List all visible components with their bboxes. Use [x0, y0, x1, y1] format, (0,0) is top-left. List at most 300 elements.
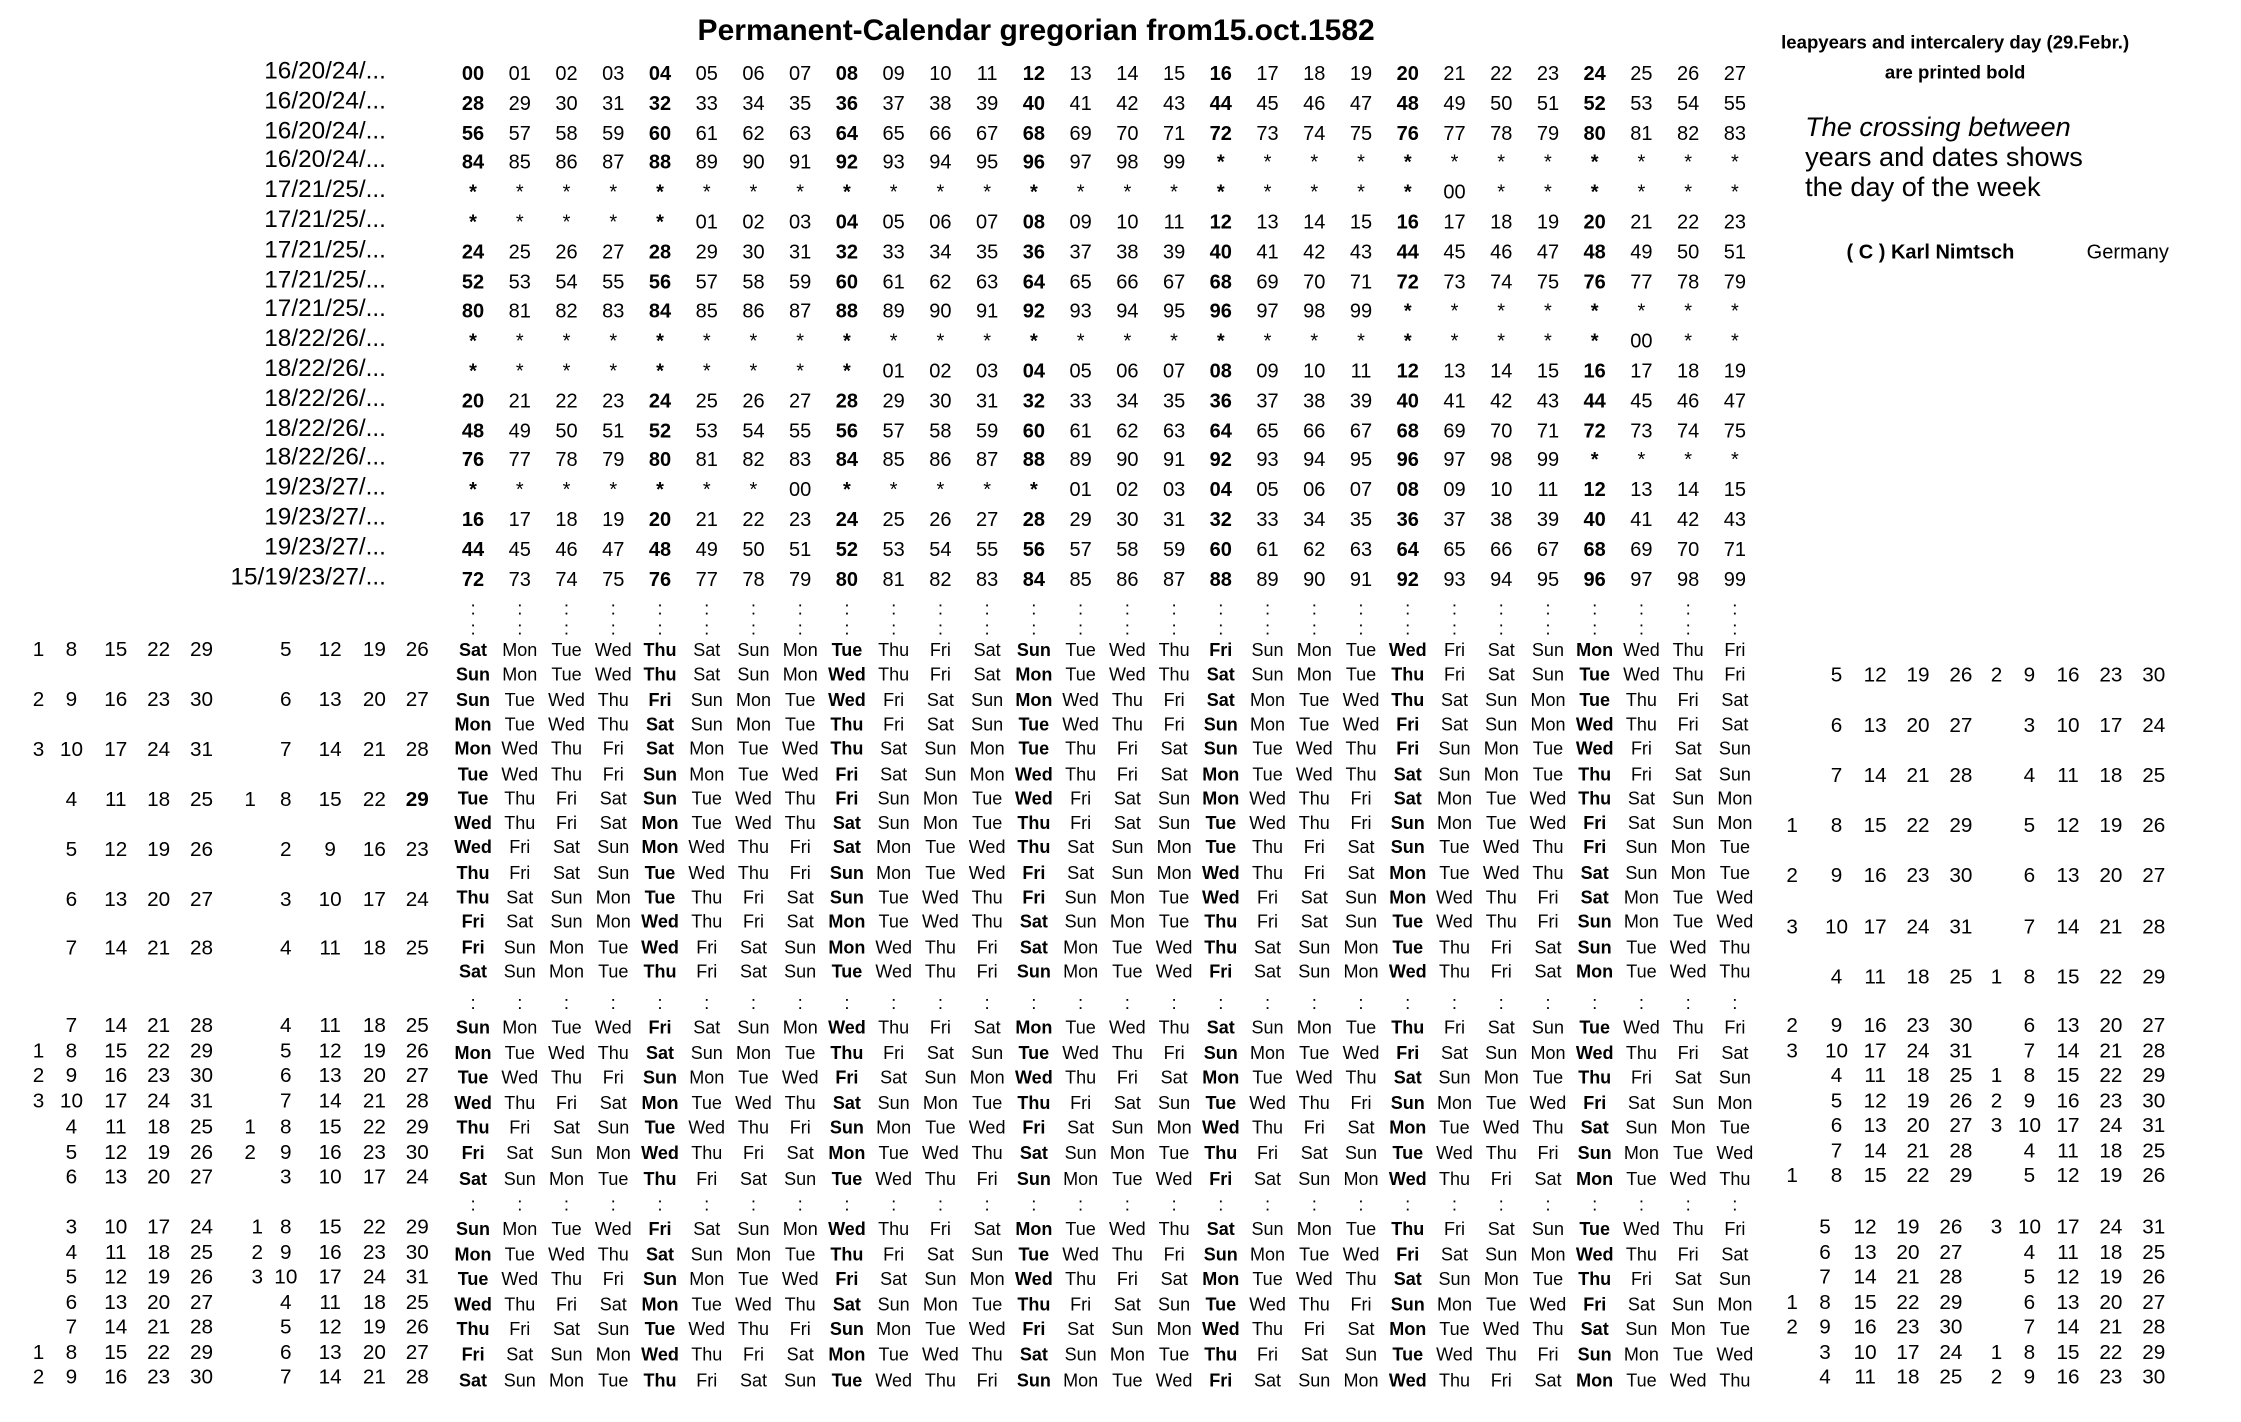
month-day-number: 12 — [318, 1040, 342, 1063]
year-cell: 11 — [1163, 210, 1185, 233]
weekday-cell: Thu — [1252, 838, 1284, 859]
weekday-cell: Tue — [1158, 912, 1190, 933]
weekday-cell: Thu — [1065, 763, 1097, 784]
year-cell: 50 — [555, 418, 578, 442]
weekday-cell: Sat — [1721, 689, 1749, 710]
crossing-note — [1805, 113, 2083, 203]
month-day-number: 15 — [318, 1216, 342, 1240]
separator-colon: : — [704, 1193, 710, 1215]
weekday-cell: Sat — [1440, 714, 1468, 735]
weekday-cell: Mon — [1202, 788, 1240, 809]
weekday-cell: Wed — [688, 1319, 726, 1340]
weekday-cell: Mon — [454, 1244, 492, 1265]
weekday-cell: Thu — [1158, 1017, 1190, 1038]
year-cell: 15 — [1536, 358, 1560, 382]
year-cell: 17 — [1443, 210, 1466, 233]
year-cell: * — [843, 358, 851, 382]
year-cell: 42 — [1116, 91, 1139, 115]
weekday-cell: Sat — [1019, 912, 1048, 933]
month-day-number: 16 — [2056, 664, 2080, 688]
year-cell: * — [1730, 328, 1739, 352]
weekday-cell: Sat — [926, 689, 954, 710]
year-cell: 65 — [882, 120, 905, 144]
weekday-cell: Sat — [1721, 1042, 1749, 1063]
year-cell: 80 — [1583, 120, 1606, 144]
month-day-number: 16 — [318, 1141, 342, 1165]
weekday-cell: Sun — [1111, 1319, 1144, 1340]
weekday-cell: Sun — [503, 1370, 536, 1391]
month-day-number: 7 — [2023, 1316, 2036, 1340]
weekday-cell: Sun — [642, 1269, 677, 1290]
weekday-cell: Thu — [1438, 1370, 1470, 1391]
weekday-cell: Fri — [929, 640, 951, 661]
weekday-cell: Sat — [459, 961, 488, 982]
year-cell: 12 — [1396, 358, 1419, 382]
month-day-number: 13 — [1863, 714, 1887, 738]
separator-colon: : — [517, 1193, 523, 1215]
year-cell: * — [656, 180, 664, 204]
weekday-cell: Sun — [550, 1344, 583, 1365]
month-day-number: 26 — [405, 1316, 429, 1340]
weekday-cell: Tue — [738, 1269, 769, 1290]
weekday-cell: Tue — [738, 739, 769, 760]
separator-colon: : — [1638, 597, 1645, 619]
month-day-number: 25 — [189, 788, 214, 812]
weekday-cell: Tue — [1579, 689, 1611, 710]
month-day-number: 2 — [1786, 1014, 1798, 1038]
year-cell: * — [749, 180, 758, 204]
weekday-cell: Sat — [1300, 1143, 1328, 1164]
year-cell: 03 — [602, 61, 625, 85]
weekday-cell: Thu — [784, 813, 816, 834]
weekday-cell: Sun — [1485, 1042, 1518, 1063]
year-cell: * — [1216, 328, 1225, 352]
weekday-cell: Mon — [1530, 689, 1566, 710]
year-cell: 13 — [1630, 477, 1653, 501]
separator-colon: : — [1311, 1193, 1317, 1215]
weekday-cell: Tue — [785, 1042, 816, 1063]
weekday-cell: Sat — [786, 887, 814, 908]
weekday-cell: Thu — [1719, 961, 1751, 982]
weekday-cell: Sun — [1064, 887, 1097, 908]
month-day-number: 4 — [1830, 965, 1843, 989]
year-cell: * — [1263, 328, 1272, 352]
separator-colon: : — [1592, 597, 1598, 619]
weekday-cell: Thu — [971, 912, 1003, 933]
year-cell: * — [889, 180, 898, 204]
year-cell: 64 — [1022, 269, 1045, 293]
month-day-number: 27 — [189, 888, 214, 912]
weekday-cell: Wed — [968, 862, 1006, 883]
year-cell: 08 — [1396, 477, 1419, 501]
weekday-cell: Fri — [883, 1244, 905, 1265]
year-cell: 96 — [1396, 447, 1419, 471]
weekday-cell: Mon — [689, 1067, 725, 1088]
month-day-number: 4 — [280, 1291, 292, 1315]
weekday-cell: Thu — [878, 640, 910, 661]
weekday-cell: Tue — [1392, 1344, 1424, 1365]
month-day-number: 3 — [280, 888, 292, 912]
month-day-number: 3 — [2023, 714, 2036, 738]
separator-colon: : — [1358, 597, 1364, 619]
weekday-cell: Mon — [1296, 665, 1332, 686]
month-day-number: 21 — [2099, 1039, 2123, 1063]
month-day-number: 8 — [2023, 965, 2036, 989]
weekday-cell: Fri — [883, 1042, 905, 1063]
month-day-number: 30 — [2142, 1366, 2166, 1390]
year-cell: 90 — [929, 299, 952, 323]
weekday-cell: Thu — [1438, 936, 1470, 957]
separator-colon: : — [1451, 1193, 1458, 1215]
weekday-cell: Sun — [456, 665, 491, 686]
year-cell: 36 — [1209, 388, 1232, 412]
weekday-cell: Fri — [602, 739, 624, 760]
weekday-cell: Tue — [691, 1093, 722, 1114]
year-cell: 32 — [1209, 507, 1232, 531]
year-cell: 97 — [1069, 150, 1092, 174]
weekday-cell: Sun — [1064, 1143, 1097, 1164]
weekday-cell: Sat — [880, 739, 908, 760]
month-day-number: 15 — [104, 638, 128, 662]
year-cell: 92 — [835, 150, 859, 174]
separator-colon: : — [844, 617, 850, 639]
weekday-cell: Sun — [1298, 961, 1331, 982]
separator-colon: : — [1218, 597, 1224, 619]
separator-colon: : — [797, 1193, 803, 1215]
year-cell: 22 — [1490, 61, 1513, 85]
weekday-cell: Mon — [1670, 1319, 1706, 1340]
month-day-number: 28 — [2142, 1039, 2166, 1063]
weekday-cell: Sun — [1625, 838, 1658, 859]
weekday-cell: Sat — [1019, 1344, 1048, 1365]
month-day-number: 23 — [362, 1141, 386, 1165]
month-day-number: 20 — [1906, 714, 1930, 738]
weekday-cell: Mon — [1202, 763, 1240, 784]
weekday-cell: Wed — [1249, 1294, 1286, 1315]
separator-colon: : — [517, 991, 523, 1014]
year-cell: 48 — [648, 537, 672, 560]
month-day-number: 24 — [1939, 1341, 1963, 1365]
weekday-cell: Mon — [641, 838, 679, 859]
year-cell: 17 — [1630, 358, 1653, 382]
weekday-cell: Tue — [1579, 1017, 1611, 1038]
weekday-cell: Sat — [973, 1017, 1001, 1038]
year-cell: * — [1637, 299, 1646, 323]
weekday-cell: Wed — [1436, 1143, 1473, 1164]
weekday-cell: Wed — [641, 936, 679, 957]
year-cell: 81 — [508, 299, 531, 323]
year-cell: 20 — [461, 388, 485, 412]
month-day-number: 15 — [104, 1341, 128, 1365]
month-day-number: 26 — [1949, 1089, 1973, 1113]
year-cell: 89 — [882, 299, 905, 323]
year-cell: 27 — [602, 239, 625, 263]
weekday-cell: Sun — [1577, 912, 1612, 933]
weekday-cell: Sat — [693, 665, 721, 686]
weekday-cell: Thu — [1485, 887, 1517, 908]
weekday-cell: Thu — [971, 1143, 1003, 1164]
month-day-number: 10 — [104, 1216, 128, 1240]
weekday-cell: Wed — [781, 763, 819, 784]
weekday-cell: Mon — [1483, 763, 1519, 784]
year-cell: 25 — [1630, 61, 1653, 85]
year-cell: * — [609, 358, 618, 382]
year-cell: 60 — [1209, 537, 1232, 560]
year-cell: * — [469, 180, 477, 204]
weekday-cell: Sat — [1674, 763, 1702, 784]
month-day-number: 18 — [147, 1115, 171, 1139]
separator-colon: : — [1498, 991, 1504, 1014]
year-cell: 52 — [835, 537, 859, 560]
month-day-number: 28 — [1949, 764, 1973, 788]
month-day-number: 27 — [405, 1341, 429, 1365]
weekday-cell: Mon — [1109, 1344, 1145, 1365]
weekday-cell: Sat — [880, 763, 908, 784]
year-cell: 49 — [1630, 239, 1653, 263]
month-day-number: 20 — [2099, 1014, 2123, 1038]
weekday-cell: Sun — [597, 862, 630, 883]
weekday-cell: Tue — [1532, 1269, 1564, 1290]
year-cell: 99 — [1349, 299, 1373, 323]
year-cell: 74 — [1490, 269, 1513, 293]
weekday-cell: Mon — [1483, 1067, 1519, 1088]
month-day-number: 28 — [2142, 1316, 2166, 1340]
weekday-cell: Sun — [877, 1294, 910, 1315]
year-cell: 70 — [1303, 269, 1326, 293]
weekday-cell: Wed — [1529, 1093, 1567, 1114]
year-cell: 36 — [835, 91, 859, 115]
weekday-cell: Sun — [1158, 813, 1191, 834]
month-day-number: 4 — [65, 1115, 78, 1139]
weekday-cell: Sat — [1067, 838, 1095, 859]
weekday-cell: Tue — [1252, 739, 1283, 760]
weekday-cell: Thu — [924, 1370, 956, 1391]
year-cell: 33 — [882, 239, 905, 263]
month-day-number: 8 — [280, 788, 292, 812]
weekday-cell: Tue — [1532, 739, 1564, 760]
weekday-cell: Sat — [926, 1244, 954, 1265]
weekday-cell: Wed — [1388, 640, 1427, 661]
weekday-cell: Thu — [1625, 689, 1657, 710]
year-cell: 30 — [1116, 507, 1139, 531]
weekday-cell: Wed — [1716, 887, 1754, 908]
year-cell: 02 — [742, 210, 765, 233]
weekday-cell: Wed — [1623, 640, 1660, 661]
year-cell: 86 — [1116, 566, 1139, 590]
weekday-cell: Sat — [1300, 887, 1328, 908]
weekday-cell: Wed — [1388, 1370, 1427, 1391]
month-day-number: 15 — [1863, 1164, 1887, 1188]
month-day-number: 18 — [362, 1291, 386, 1315]
year-cell: 42 — [1490, 388, 1513, 412]
weekday-cell: Mon — [876, 862, 912, 883]
year-cell: 28 — [835, 388, 859, 412]
month-day-number: 21 — [2099, 915, 2123, 939]
month-day-number: 1 — [244, 1115, 256, 1139]
weekday-cell: Fri — [509, 838, 531, 859]
month-day-number: 23 — [2099, 664, 2123, 688]
month-day-number: 13 — [104, 888, 128, 912]
year-cell: * — [702, 180, 711, 204]
month-day-number: 23 — [2099, 1366, 2123, 1390]
month-day-number: 21 — [362, 1366, 386, 1390]
year-cell: 54 — [555, 269, 578, 293]
weekday-cell: Sat — [1113, 813, 1141, 834]
weekday-cell: Sun — [1251, 1017, 1284, 1038]
month-day-number: 26 — [1939, 1216, 1963, 1240]
month-day-number: 6 — [65, 1166, 78, 1190]
copyright: ( C ) Karl Nimtsch — [1846, 240, 2015, 263]
weekday-cell: Thu — [1672, 1017, 1704, 1038]
weekday-cell: Tue — [971, 1093, 1003, 1114]
weekday-cell: Mon — [876, 838, 912, 859]
weekday-cell: Wed — [548, 1244, 585, 1265]
year-cell: 22 — [742, 507, 765, 531]
month-day-number: 12 — [104, 1266, 128, 1290]
weekday-cell: Thu — [597, 1244, 629, 1265]
year-cell: * — [469, 328, 477, 352]
weekday-cell: Sun — [1531, 1017, 1564, 1038]
year-cell: 73 — [1443, 269, 1466, 293]
year-cell: 06 — [1303, 477, 1326, 501]
weekday-cell: Wed — [641, 1143, 679, 1164]
year-cell: 82 — [1677, 120, 1700, 144]
weekday-cell: Tue — [598, 961, 629, 982]
month-day-number: 25 — [2142, 764, 2166, 788]
year-cell: 99 — [1162, 150, 1186, 174]
weekday-cell: Fri — [696, 1370, 718, 1391]
year-cell: 26 — [1677, 61, 1700, 85]
month-day-number: 24 — [147, 1090, 171, 1114]
year-cell: * — [562, 180, 571, 204]
year-cell: 72 — [1209, 120, 1232, 144]
year-cell: 20 — [1583, 210, 1606, 233]
weekday-cell: Wed — [1295, 739, 1333, 760]
weekday-cell: Sun — [784, 936, 817, 957]
year-cell: * — [469, 477, 477, 501]
month-day-number: 8 — [1830, 815, 1843, 838]
weekday-cell: Thu — [1017, 1093, 1051, 1114]
year-cell: 18 — [1490, 210, 1513, 233]
weekday-cell: Thu — [1158, 1219, 1190, 1240]
weekday-cell: Fri — [1209, 961, 1233, 982]
century-label: 19/23/27/... — [264, 532, 386, 560]
weekday-cell: Fri — [976, 1168, 998, 1189]
month-day-number: 1 — [1786, 815, 1798, 838]
month-day-number: 1 — [32, 1040, 45, 1063]
weekday-cell: Mon — [735, 1042, 771, 1063]
weekday-cell: Mon — [1717, 1294, 1753, 1315]
weekday-cell: Mon — [969, 763, 1005, 784]
month-day-number: 25 — [1949, 965, 1973, 989]
weekday-cell: Sat — [1487, 640, 1515, 661]
month-day-number: 14 — [1853, 1266, 1877, 1290]
weekday-cell: Fri — [509, 1118, 531, 1139]
weekday-cell: Wed — [501, 1269, 539, 1290]
year-cell: 83 — [789, 447, 812, 471]
month-day-number: 10 — [1853, 1341, 1877, 1365]
weekday-cell: Thu — [1111, 1042, 1143, 1063]
separator-colon: : — [1171, 617, 1177, 639]
separator-colon: : — [1638, 617, 1645, 639]
weekday-cell: Sat — [553, 838, 581, 859]
weekday-cell: Sun — [1672, 788, 1705, 809]
year-cell: 91 — [1162, 447, 1186, 471]
weekday-cell: Fri — [1163, 714, 1185, 735]
year-cell: * — [1029, 477, 1038, 501]
month-day-number: 2 — [251, 1241, 264, 1265]
weekday-cell: Mon — [454, 739, 492, 760]
weekday-cell: Fri — [1257, 1143, 1279, 1164]
weekday-cell: Sat — [739, 1168, 767, 1189]
year-cell: 92 — [1022, 299, 1045, 323]
weekday-cell: Sat — [693, 640, 721, 661]
month-day-number: 8 — [2023, 1064, 2036, 1088]
weekday-cell: Fri — [789, 862, 811, 883]
weekday-cell: Mon — [502, 1219, 538, 1240]
year-cell: 70 — [1677, 537, 1700, 560]
weekday-cell: Fri — [1537, 1344, 1559, 1365]
weekday-cell: Tue — [504, 689, 535, 710]
weekday-cell: Sun — [1485, 689, 1518, 710]
month-day-number: 8 — [65, 638, 78, 662]
year-cell: 10 — [1490, 477, 1513, 501]
weekday-cell: Tue — [457, 763, 489, 784]
separator-colon: : — [610, 617, 616, 639]
year-cell: 77 — [1443, 120, 1466, 144]
weekday-cell: Tue — [738, 1067, 769, 1088]
weekday-cell: Tue — [598, 936, 629, 957]
month-day-number: 10 — [2017, 1216, 2041, 1240]
weekday-cell: Sat — [1487, 665, 1515, 686]
weekday-cell: Wed — [1342, 689, 1380, 710]
weekday-cell: Sat — [645, 1244, 675, 1265]
page-title: Permanent-Calendar gregorian from15.oct.1582 — [697, 14, 1375, 48]
month-day-number: 30 — [189, 1366, 214, 1390]
year-cell: 45 — [508, 537, 531, 560]
month-day-number: 29 — [1949, 1164, 1973, 1188]
weekday-cell: Tue — [878, 1344, 909, 1365]
weekday-cell: Sat — [459, 640, 488, 661]
country: Germany — [2086, 240, 2169, 263]
weekday-cell: Mon — [1343, 961, 1379, 982]
month-day-number: 9 — [280, 1141, 292, 1165]
weekday-cell: Sun — [877, 788, 910, 809]
year-cell: 68 — [1583, 537, 1606, 560]
century-label: 18/22/26/... — [264, 354, 386, 382]
year-cell: 41 — [1069, 91, 1092, 115]
weekday-cell: Sat — [1440, 689, 1468, 710]
month-day-number: 14 — [2056, 1316, 2080, 1340]
weekday-cell: Sat — [1393, 1067, 1422, 1088]
month-day-number: 26 — [189, 838, 214, 862]
weekday-cell: Fri — [461, 912, 485, 933]
month-day-number: 10 — [59, 1090, 83, 1114]
year-cell: * — [936, 180, 945, 204]
year-cell: 52 — [461, 269, 485, 293]
weekday-cell: Sat — [1721, 714, 1749, 735]
year-cell: * — [656, 477, 664, 501]
weekday-cell: Tue — [1018, 714, 1050, 735]
month-day-number: 8 — [280, 1115, 292, 1139]
month-day-number: 26 — [1949, 664, 1973, 688]
year-cell: 29 — [508, 91, 531, 115]
month-day-number: 17 — [147, 1216, 171, 1240]
year-cell: 58 — [555, 120, 578, 144]
weekday-cell: Fri — [509, 862, 531, 883]
weekday-cell: Thu — [1625, 1244, 1657, 1265]
weekday-cell: Sat — [1160, 739, 1188, 760]
